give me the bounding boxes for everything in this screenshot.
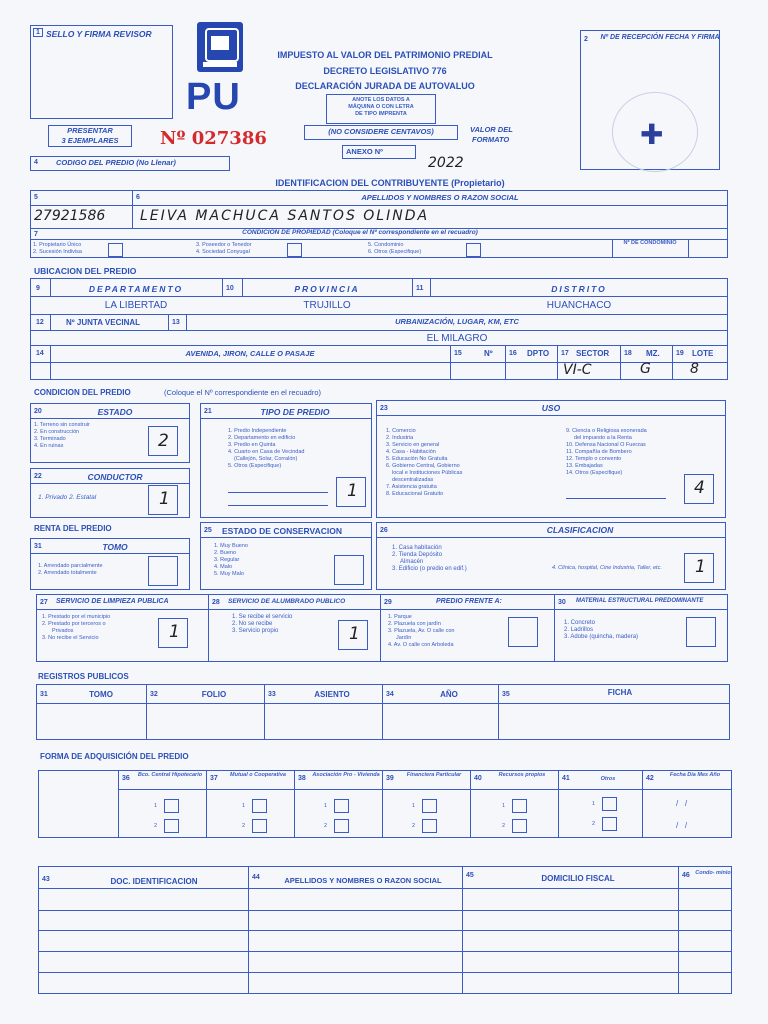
adq-col: Financiera Particular [406,772,462,778]
uso-opt: 14. Otros (Especifique) [566,470,623,476]
valor-1: VALOR DEL [470,125,513,134]
limpieza-label: SERVICIO DE LIMPIEZA PUBLICA [56,598,169,605]
tipo-opt: 5. Otros (Especifique) [228,463,282,469]
field-number: 22 [34,473,42,480]
condominio-label: Nº DE CONDOMINIO [623,240,677,246]
field-number: 45 [466,872,474,879]
frente-opt: Jardín [396,635,412,641]
title-2: DECRETO LEGISLATIVO 776 [323,66,447,76]
frente-value-box[interactable] [508,617,538,647]
adq-col: Otros [600,776,616,782]
clasif-label: CLASIFICACION [546,525,614,535]
footer-col-nombres: APELLIDOS Y NOMBRES O RAZON SOCIAL [284,876,442,885]
ubicacion-section-title: UBICACION DEL PREDIO [34,266,137,276]
frente-opt: 1. Parque [388,614,412,620]
field-number: 20 [34,408,42,415]
adq-checkbox[interactable] [252,799,267,813]
opt-1: 1 [412,803,416,809]
opt-2: 2 [412,823,416,829]
conductor-options: 1. Privado 2. Estatal [38,494,97,501]
field-number: 9 [36,285,40,292]
adq-checkbox[interactable] [334,819,349,833]
adq-checkbox[interactable] [512,799,527,813]
field-number: 32 [150,691,158,698]
alumbrado-value: 1 [349,624,360,644]
cond-checkbox-a[interactable] [108,243,123,257]
adq-checkbox[interactable] [164,799,179,813]
tipo-opt: 1. Predio Independiente [228,428,287,434]
distrito-value: HUANCHACO [546,300,612,311]
note-3: DE TIPO IMPRENTA [355,111,407,117]
field-number: 40 [474,775,482,782]
opt-1: 1 [502,803,506,809]
dpto-label: DPTO [527,349,550,358]
material-options [564,620,638,641]
limpieza-options [42,614,110,642]
estado-opt: 3. Terminado [34,436,66,442]
tipo-opt: 4. Cuarto en Casa de Vecindad [228,449,305,455]
tipo-options [228,428,304,470]
field-number: 38 [298,775,306,782]
material-opt: 2. Ladrillos [564,627,594,633]
names-label: APELLIDOS Y NOMBRES O RAZON SOCIAL [361,193,519,202]
note-2: MÁQUINA O CON LETRA [348,104,414,110]
sector-label: SECTOR [576,349,610,358]
uso-opt: del impuesto a la Renta [574,435,632,441]
uso-opt: 6. Gobierno Central, Gobierno [386,463,460,469]
uso-opt: 4. Casa - Habitación [386,449,436,455]
limpieza-opt: Privados [52,628,74,634]
reg-col-tomo: TOMO [89,690,113,699]
cond-label: CONDICION DE PROPIEDAD (Coloque el Nº correspondiente en el recuadro) [242,229,478,236]
field-number: 12 [36,319,44,326]
title-3: DECLARACIÓN JURADA DE AUTOVALUO [295,81,475,91]
cons-opt: 5. Muy Malo [214,571,244,577]
departamento-label: DEPARTAMENTO [88,284,184,294]
estado-opt: 4. En ruinas [34,443,64,449]
reg-col-ficha: FICHA [607,688,633,697]
clasif-opt: 1. Casa habitación [392,545,442,551]
mz-value: G [640,361,651,377]
cond-opt-5: 5. Condominio [368,242,404,248]
field-number: 41 [562,775,570,782]
adq-col: Fecha Día Mes Año [669,772,721,778]
provincia-value: TRUJILLO [303,300,351,311]
cond-opt-6: 6. Otros (Especifique) [368,249,422,255]
field-number: 39 [386,775,394,782]
field-number: 15 [454,350,462,357]
uso-opt: 12. Templo o convento [566,456,622,462]
field-number: 26 [380,527,388,534]
tipo-opt: (Callejón, Solar, Corralón) [234,456,298,462]
cond-checkbox-b[interactable] [287,243,302,257]
registros-section-title: REGISTROS PUBLICOS [38,672,129,681]
condicion-section-title: CONDICION DEL PREDIO [34,388,131,397]
reg-col-folio: FOLIO [201,690,227,699]
tipo-opt: 3. Predio en Quinta [228,442,276,448]
footer-col-domicilio: DOMICILIO FISCAL [541,874,615,883]
renta-opt: 1. Arrendado parcialmente [38,563,103,569]
urb-label: URBANIZACIÓN, LUGAR, KM, ETC [395,317,519,326]
field-number: 42 [646,775,654,782]
uso-opt: 3. Servicio en general [386,442,440,448]
opt-2: 2 [324,823,328,829]
field-number: 28 [212,599,220,606]
av-label: AVENIDA, JIRON, CALLE O PASAJE [185,349,315,358]
uso-opt: 1. Comercio [386,428,416,434]
tipo-opt: 2. Departamento en edificio [228,435,296,441]
opt-1: 1 [592,801,596,807]
estado-cons-value-box[interactable] [334,555,364,585]
cond-opt-2: 2. Sucesión Indivisa [33,249,82,255]
footer-col-doc: DOC. IDENTIFICACION [110,877,198,886]
uso-options-b [566,428,647,477]
uso-opt: 11. Compañía de Bombero [566,449,632,455]
field-number: 31 [34,543,42,550]
doc-number: 27921586 [34,208,106,224]
field-number: 29 [384,599,392,606]
cond-checkbox-c[interactable] [466,243,481,257]
year-value: 2022 [428,155,464,171]
reg-col-asiento: ASIENTO [314,690,350,699]
uso-value: 4 [694,478,705,498]
adq-col: Asociación Pro - Vivienda [312,772,380,778]
opt-2: 2 [154,823,158,829]
material-label: MATERIAL ESTRUCTURAL PREDOMINANTE [576,598,704,604]
lote-label: LOTE [692,349,714,358]
renta-opt: 2. Arrendado totalmente [38,570,97,576]
contrib-section-title: IDENTIFICACION DEL CONTRIBUYENTE (Propietario) [275,178,505,188]
n-label: Nº [484,349,493,358]
adq-col: Mutual o Cooperativa [230,772,286,778]
renta-value-box[interactable] [148,556,178,586]
field-number: 7 [34,231,38,238]
estado-cons-options [214,543,248,578]
uso-opt: local e Instituciones Públicas [392,470,463,476]
field-number: 35 [502,691,510,698]
clasif-options [392,545,467,573]
renta-tomo-label: TOMO [102,542,128,552]
field-number: 5 [34,194,38,201]
alumbrado-label: SERVICIO DE ALUMBRADO PUBLICO [228,598,346,605]
frente-opt: 4. Av. O calle con Arboleda [388,642,454,648]
limpieza-opt: 3. No recibe el Servicio [42,635,99,641]
field-number: 43 [42,876,50,883]
uso-opt: 7. Asistencia gratuita [386,484,437,490]
departamento-value: LA LIBERTAD [104,300,168,311]
logo-text: PU [186,76,241,118]
opt-2: 2 [242,823,246,829]
estado-label: ESTADO [97,407,133,417]
estado-opt: 2. En construcción [34,429,80,435]
alumbrado-opt: 3. Servicio propio [232,628,279,634]
tipo-label: TIPO DE PREDIO [260,407,330,417]
clasif-opt: 2. Tienda Depósito [392,552,443,558]
alumbrado-options [232,614,292,635]
provincia-label: PROVINCIA [294,284,360,294]
field-number: 30 [558,599,566,606]
opt-1: 1 [242,803,246,809]
uso-opt: 5. Educación No Gratuita [386,456,448,462]
field-number: 2 [584,36,588,43]
limpieza-value: 1 [169,622,180,642]
clasif-opt: Almacén [400,559,424,565]
field-number: 18 [624,350,632,357]
field-number: 19 [676,350,684,357]
adq-checkbox[interactable] [422,819,437,833]
field-number: 1 [33,28,43,37]
adq-checkbox[interactable] [602,817,617,831]
field-number: 46 [682,872,690,879]
field-number: 6 [136,194,140,201]
field-number: 37 [210,775,218,782]
material-opt: 1. Concreto [564,620,596,626]
adq-checkbox[interactable] [422,799,437,813]
adq-checkbox[interactable] [512,819,527,833]
pu-logo-icon [197,22,243,72]
adq-checkbox[interactable] [602,797,617,811]
estado-cons-label: ESTADO DE CONSERVACION [222,526,342,536]
material-value-box[interactable] [686,617,716,647]
field-number: 27 [40,599,48,606]
uso-options-a [386,428,462,498]
valor-2: FORMATO [472,135,510,144]
adq-col: Recursos propios [498,772,546,778]
estado-opt: 1. Terreno sin construir [34,422,90,428]
opt-1: 1 [154,803,158,809]
field-number: 36 [122,775,130,782]
uso-opt: descentralizadas [392,477,434,483]
opt-2: 2 [502,823,506,829]
reg-col-ano: AÑO [440,690,458,699]
field-number: 34 [386,691,394,698]
sector-value: VI-C [563,362,592,378]
adq-checkbox[interactable] [334,799,349,813]
frente-label: PREDIO FRENTE A: [436,598,502,605]
cons-opt: 3. Regular [214,557,240,563]
condicion-section-note: (Coloque el Nº correspondiente en el recuadro) [164,388,321,397]
conductor-label: CONDUCTOR [87,472,143,482]
frente-options [388,614,454,649]
sello-label: SELLO Y FIRMA REVISOR [46,29,152,39]
field-number: 16 [509,350,517,357]
no-cents: (NO CONSIDERE CENTAVOS) [328,127,434,136]
alumbrado-opt: 1. Se recibe el servicio [232,614,293,620]
uso-label: USO [541,403,561,413]
title-1: IMPUESTO AL VALOR DEL PATRIMONIO PREDIAL [277,50,493,60]
clasif-opt: 3. Edificio (o predio en edif.) [392,566,467,572]
field-number: 31 [40,691,48,698]
field-number: 11 [416,285,424,292]
present-1: PRESENTAR [67,126,113,135]
codigo-label: CODIGO DEL PREDIO (No Llenar) [56,158,176,167]
adq-checkbox[interactable] [164,819,179,833]
limpieza-opt: 2. Prestado por terceros o [42,621,106,627]
cond-opt-1: 1. Propietario Único [33,242,82,248]
alumbrado-opt: 2. No se recibe [232,621,273,627]
estado-options [34,422,90,450]
frente-opt: 2. Plazuela con jardín [388,621,441,627]
adq-checkbox[interactable] [252,819,267,833]
cons-opt: 4. Malo [214,564,233,570]
uso-opt: 2. Industria [386,435,414,441]
present-2: 3 EJEMPLARES [61,136,119,145]
field-number: 21 [204,408,212,415]
opt-1: 1 [324,803,328,809]
cons-opt: 1. Muy Bueno [214,543,248,549]
cons-opt: 2. Bueno [214,550,237,556]
date-separator: / / [676,821,688,830]
cond-opt-3: 3. Poseedor o Tenedor [196,242,252,248]
clasif-note: 4. Clínica, hospital, Cine Industria, Taller, etc. [552,565,662,571]
field-number: 44 [252,874,260,881]
estado-value: 2 [158,431,169,451]
frente-opt: 3. Plazuela, Av. O calle con [388,628,455,634]
mz-label: MZ. [646,349,660,358]
adquisicion-section-title: FORMA DE ADQUISICIÓN DEL PREDIO [40,752,189,761]
uso-opt: 8. Educacional Gratuito [386,491,444,497]
uso-opt: 10. Defensa Nacional O Fuerzas [566,442,646,448]
lote-value: 8 [690,361,699,377]
urb-value: EL MILAGRO [426,333,488,344]
material-opt: 3. Adobe (quincha, madera) [564,634,639,640]
field-number: 17 [561,350,569,357]
uso-opt: 13. Embajadas [566,463,603,469]
cond-opt-4: 4. Sociedad Conyugal [196,249,250,255]
contributor-name: LEIVA MACHUCA SANTOS OLINDA [140,208,430,224]
field-number: 23 [380,405,388,412]
conductor-value: 1 [159,489,170,509]
adq-col: Bco. Central Hipotecario [137,772,203,778]
sello-box [30,25,173,119]
tipo-value: 1 [347,481,358,501]
renta-section-title: RENTA DEL PREDIO [34,524,112,533]
limpieza-opt: 1. Prestado por el municipio [42,614,111,620]
opt-2: 2 [592,821,596,827]
folio-number: Nº 027386 [160,128,267,149]
clasif-value: 1 [695,557,706,577]
footer-col-condominio: Condo- minio [695,870,731,876]
field-number: 14 [36,350,44,357]
field-number: 25 [204,527,212,534]
field-number: 33 [268,691,276,698]
field-number: 4 [34,159,38,166]
signature-mark-icon: ✚ [640,118,664,151]
recepcion-label: Nº DE RECEPCIÓN FECHA Y FIRMA [600,34,720,41]
distrito-label: DISTRITO [551,284,607,294]
anexo-label: ANEXO Nº [346,147,383,156]
date-separator: / / [676,799,688,808]
field-number: 10 [226,285,234,292]
field-number: 13 [172,319,180,326]
uso-opt: 9. Ciencia o Religiosa exonerada [566,428,647,434]
note-1: ANOTE LOS DATOS A [352,97,410,103]
junta-label: Nº JUNTA VECINAL [66,318,141,327]
